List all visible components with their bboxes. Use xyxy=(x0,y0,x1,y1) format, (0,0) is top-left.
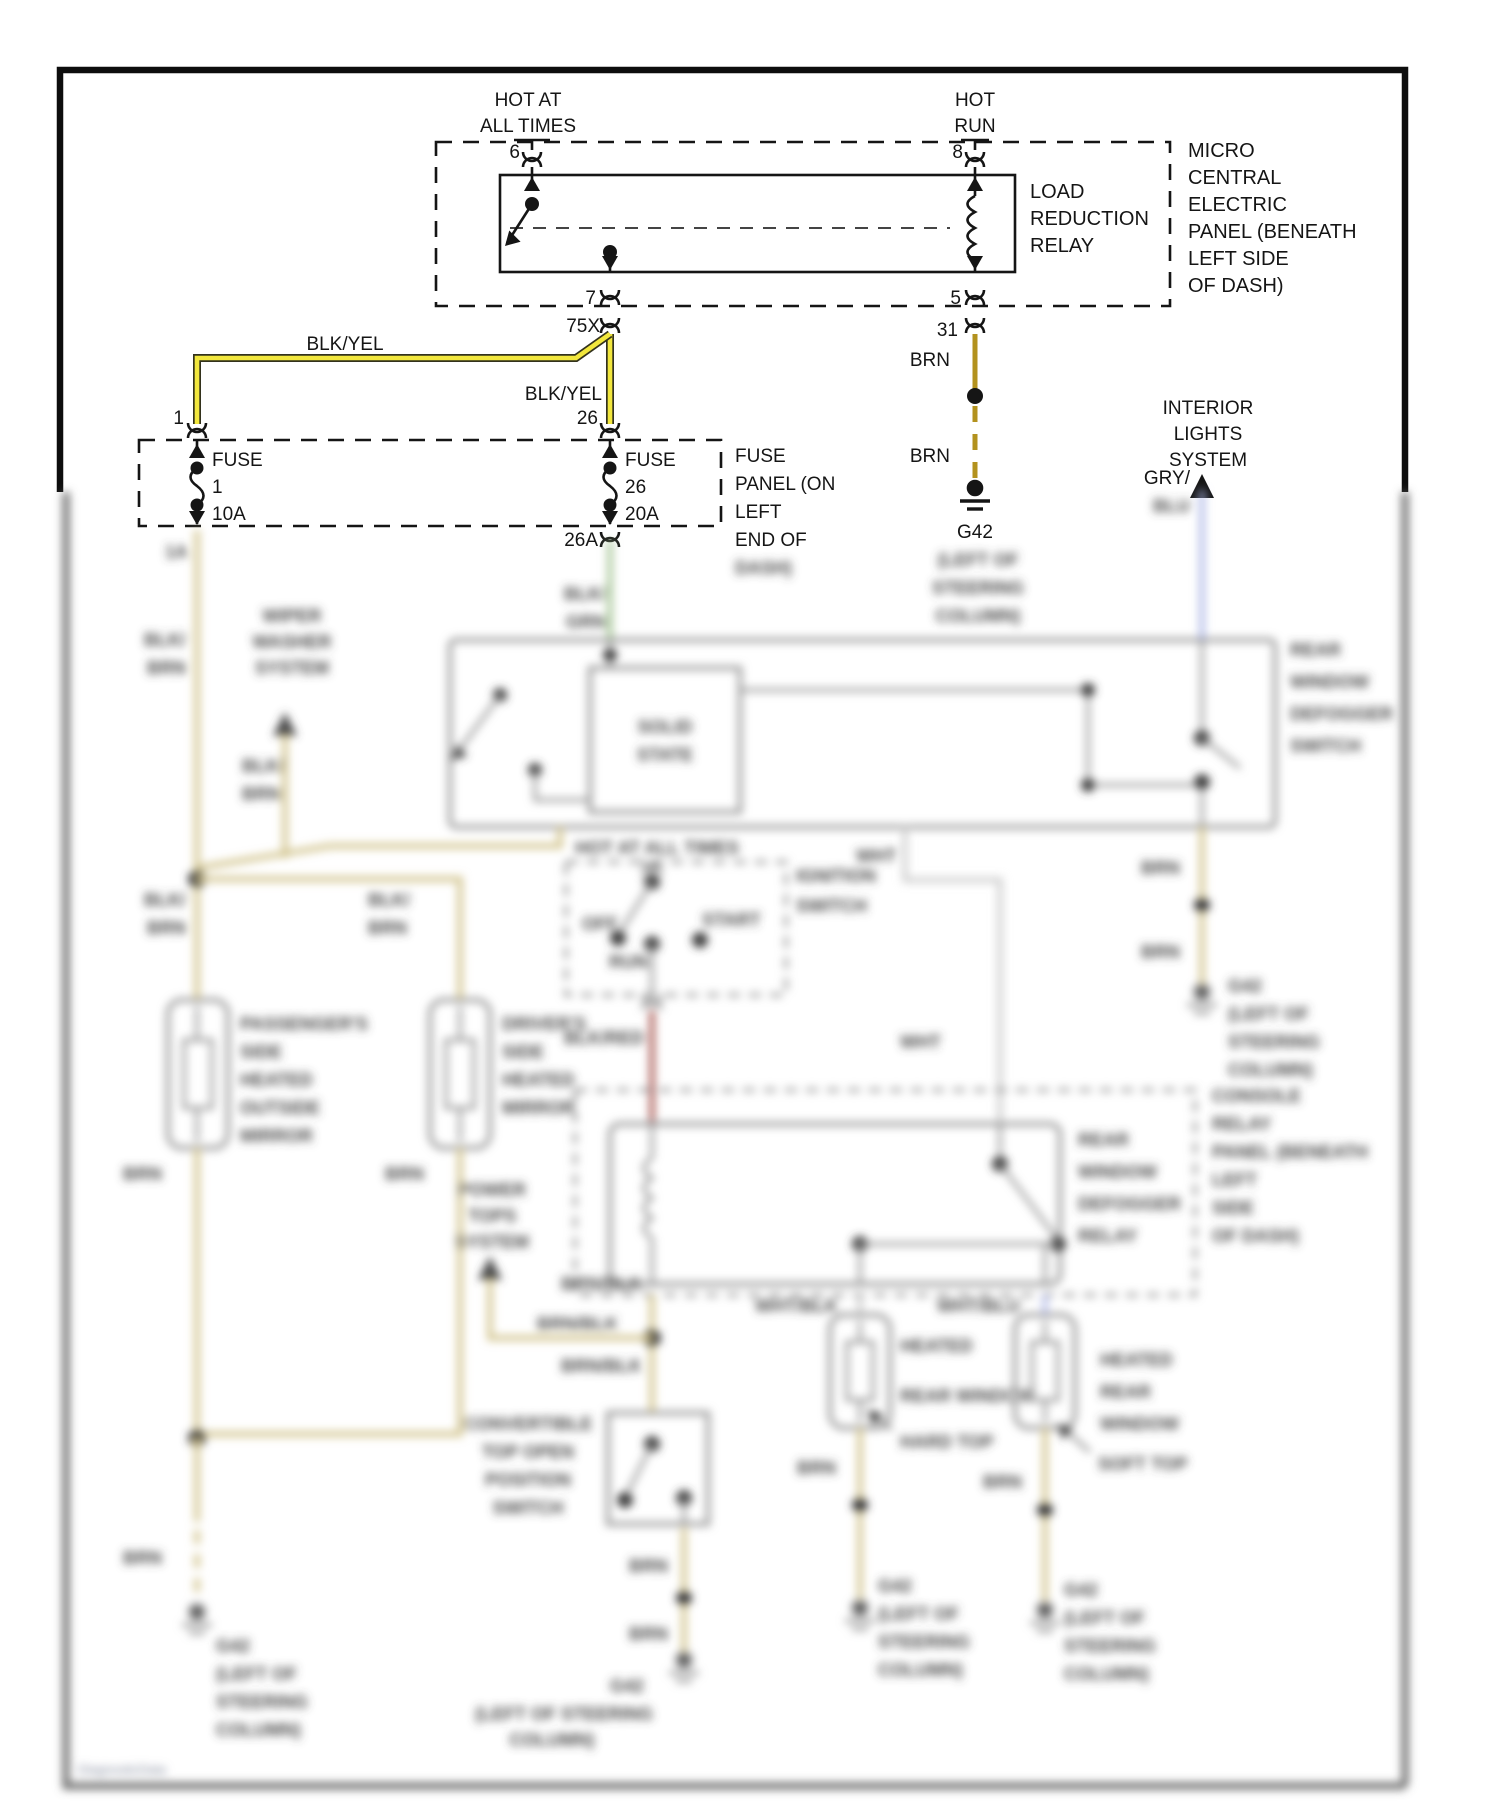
wire-blk-brn-left xyxy=(144,530,560,1000)
svg-text:RELAY: RELAY xyxy=(1078,1226,1138,1246)
svg-text:BLK/RED: BLK/RED xyxy=(564,1028,644,1048)
convertible-top-open-position-switch xyxy=(463,1413,708,1524)
svg-text:IGNITION: IGNITION xyxy=(796,866,876,886)
svg-text:OUTSIDE: OUTSIDE xyxy=(240,1098,321,1118)
svg-text:ELECTRIC: ELECTRIC xyxy=(1188,194,1287,216)
console-relay-panel-box xyxy=(575,1090,1195,1295)
svg-text:COLUMN): COLUMN) xyxy=(878,1660,963,1680)
svg-text:HEATED: HEATED xyxy=(240,1070,313,1090)
svg-text:CONSOLE: CONSOLE xyxy=(1212,1086,1302,1106)
svg-text:HARD TOP: HARD TOP xyxy=(900,1432,994,1452)
svg-text:REDUCTION: REDUCTION xyxy=(1030,208,1149,230)
fuse-panel-label xyxy=(735,446,835,551)
feed-hot-run xyxy=(952,90,995,175)
svg-text:LEFT: LEFT xyxy=(1212,1170,1257,1190)
svg-text:MIRROR: MIRROR xyxy=(240,1126,313,1146)
rear-window-defogger-relay-box xyxy=(610,1124,1060,1284)
load-reduction-relay-box xyxy=(500,175,1015,272)
wire-label-blk-yel: BLK/YEL xyxy=(306,334,384,355)
ground-symbol-g42 xyxy=(960,481,990,509)
power-tops-arrow-icon xyxy=(478,1256,502,1280)
svg-text:MICRO: MICRO xyxy=(1188,140,1255,162)
svg-text:FUSE: FUSE xyxy=(625,450,676,471)
svg-text:BRN: BRN xyxy=(1141,942,1180,962)
svg-text:LIGHTS: LIGHTS xyxy=(1173,424,1243,445)
svg-text:WHT: WHT xyxy=(900,1032,941,1052)
svg-text:TOPS: TOPS xyxy=(467,1206,517,1226)
hot-run-label: HOT xyxy=(954,90,996,111)
svg-text:SWITCH: SWITCH xyxy=(492,1498,564,1518)
fuse-panel-label-dash: DASH) xyxy=(735,558,792,578)
svg-text:DEFOGGER: DEFOGGER xyxy=(1078,1194,1182,1214)
svg-text:G42: G42 xyxy=(1064,1580,1099,1600)
pin-5: 5 xyxy=(950,288,961,309)
svg-text:REAR WINDOW: REAR WINDOW xyxy=(900,1386,1035,1406)
svg-text:BRN: BRN xyxy=(797,1458,836,1478)
svg-text:BRN: BRN xyxy=(123,1548,162,1568)
svg-text:BLK/: BLK/ xyxy=(564,584,606,604)
svg-text:STEERING: STEERING xyxy=(1064,1636,1157,1656)
wire-label-brn: BRN xyxy=(909,350,950,371)
svg-text:G42: G42 xyxy=(216,1636,251,1656)
svg-text:REAR: REAR xyxy=(1290,640,1342,660)
svg-text:G42: G42 xyxy=(1228,976,1263,996)
svg-text:WINDOW: WINDOW xyxy=(1078,1162,1157,1182)
svg-text:BRN/BLK: BRN/BLK xyxy=(537,1314,618,1334)
svg-text:WHT/BLK: WHT/BLK xyxy=(755,1296,838,1316)
svg-text:BRN: BRN xyxy=(123,1164,162,1184)
svg-text:RELAY: RELAY xyxy=(1212,1114,1272,1134)
svg-text:(LEFT OF STEERING: (LEFT OF STEERING xyxy=(475,1704,653,1724)
svg-text:SYSTEM: SYSTEM xyxy=(454,1232,530,1252)
svg-text:DEFOGGER: DEFOGGER xyxy=(1290,704,1394,724)
load-reduction-relay-label xyxy=(1030,181,1149,257)
svg-text:COLUMN): COLUMN) xyxy=(1228,1060,1313,1080)
svg-text:END OF: END OF xyxy=(735,530,807,551)
svg-text:HOT AT ALL TIMES: HOT AT ALL TIMES xyxy=(575,838,739,858)
svg-text:SOFT TOP: SOFT TOP xyxy=(1098,1454,1188,1474)
svg-text:BRN: BRN xyxy=(147,918,186,938)
svg-text:LEFT SIDE: LEFT SIDE xyxy=(1188,248,1289,270)
svg-text:BRN/BLK: BRN/BLK xyxy=(561,1356,642,1376)
svg-text:WHT: WHT xyxy=(856,846,897,866)
wire-brn-right-ground xyxy=(1141,827,1320,1080)
svg-text:WHT/BLU: WHT/BLU xyxy=(937,1296,1020,1316)
interior-lights-system xyxy=(1144,398,1254,498)
svg-text:COLUMN): COLUMN) xyxy=(509,1730,595,1750)
svg-text:TOP OPEN: TOP OPEN xyxy=(481,1442,575,1462)
svg-text:WIPER: WIPER xyxy=(262,606,322,626)
svg-text:FUSE: FUSE xyxy=(212,450,263,471)
pin-31: 31 xyxy=(936,320,958,341)
svg-text:STATE: STATE xyxy=(636,745,694,765)
svg-text:RUN: RUN xyxy=(609,952,648,972)
svg-text:SIDE: SIDE xyxy=(240,1042,283,1062)
svg-text:REAR: REAR xyxy=(1078,1130,1130,1150)
svg-text:BLK/: BLK/ xyxy=(242,756,284,776)
hot-at-all-times-label: ALL TIMES xyxy=(479,116,577,137)
svg-text:10A: 10A xyxy=(212,504,246,525)
svg-text:INTERIOR: INTERIOR xyxy=(1162,398,1254,419)
svg-text:HEATED: HEATED xyxy=(1100,1350,1173,1370)
pin-1: 1 xyxy=(173,408,184,429)
fuse-26-symbol xyxy=(602,440,676,525)
svg-text:GRN: GRN xyxy=(566,612,606,632)
svg-text:LOAD: LOAD xyxy=(1030,181,1085,203)
svg-text:SIDE: SIDE xyxy=(1212,1198,1255,1218)
svg-text:LEFT: LEFT xyxy=(735,502,782,523)
svg-text:COLUMN): COLUMN) xyxy=(216,1720,301,1740)
svg-text:START: START xyxy=(702,910,761,930)
pin-7: 7 xyxy=(585,288,596,309)
svg-text:COLUMN): COLUMN) xyxy=(1064,1664,1149,1684)
hot-run-label: RUN xyxy=(954,116,996,137)
svg-text:MIRROR: MIRROR xyxy=(502,1098,575,1118)
wire-label-gry: GRY/ xyxy=(1143,468,1190,489)
blurred-section xyxy=(66,490,1405,1786)
svg-text:BLU: BLU xyxy=(1153,496,1190,516)
mirror-grounds xyxy=(123,1148,460,1740)
wiper-washer-arrow-icon xyxy=(273,712,297,736)
wire-label-brn: BRN xyxy=(909,446,950,467)
svg-text:(LEFT OF: (LEFT OF xyxy=(1064,1608,1145,1628)
svg-text:BRN: BRN xyxy=(1141,858,1180,878)
svg-text:COLUMN): COLUMN) xyxy=(935,606,1021,626)
fuse-1-symbol xyxy=(189,440,263,525)
svg-text:CENTRAL: CENTRAL xyxy=(1188,167,1282,189)
svg-text:20A: 20A xyxy=(625,504,659,525)
convertible-switch-ground xyxy=(475,1528,699,1750)
svg-text:POWER: POWER xyxy=(457,1180,527,1200)
ground-g42-label: G42 xyxy=(957,522,993,543)
pin-26a: 26A xyxy=(564,530,598,551)
svg-text:PASSENGER'S: PASSENGER'S xyxy=(240,1014,368,1034)
wire-wht xyxy=(905,827,1000,1124)
heated-rear-window-soft-top xyxy=(1015,1315,1188,1474)
svg-text:PANEL (ON: PANEL (ON xyxy=(735,474,836,495)
svg-text:WINDOW: WINDOW xyxy=(1290,672,1369,692)
svg-text:OFF: OFF xyxy=(582,914,618,934)
svg-text:BRN/BLK: BRN/BLK xyxy=(561,1274,642,1294)
svg-text:SOLID: SOLID xyxy=(637,717,693,737)
svg-text:POSITION: POSITION xyxy=(484,1470,572,1490)
relay-coil-symbol xyxy=(967,175,983,272)
pin-8: 8 xyxy=(952,142,963,163)
micro-central-electric-panel-label xyxy=(1188,140,1357,297)
svg-text:SIDE: SIDE xyxy=(502,1042,545,1062)
pin-75x: 75X xyxy=(566,316,600,337)
svg-text:BRN: BRN xyxy=(385,1164,424,1184)
svg-text:SYSTEM: SYSTEM xyxy=(1168,450,1248,471)
svg-text:WINDOW: WINDOW xyxy=(1100,1414,1179,1434)
defogger-relay-internals xyxy=(644,1124,1066,1284)
defogger-switch-internals xyxy=(446,640,1240,827)
svg-text:OF DASH): OF DASH) xyxy=(1188,275,1284,297)
svg-text:BRN: BRN xyxy=(368,918,407,938)
svg-text:WASHER: WASHER xyxy=(252,632,332,652)
svg-text:BLK/: BLK/ xyxy=(144,890,186,910)
svg-text:BRN: BRN xyxy=(147,658,186,678)
svg-text:26: 26 xyxy=(625,477,647,498)
svg-text:BRN: BRN xyxy=(629,1556,668,1576)
rear-window-defogger-switch-label xyxy=(1290,640,1393,756)
svg-text:SYSTEM: SYSTEM xyxy=(254,658,330,678)
svg-text:FUSE: FUSE xyxy=(735,446,786,467)
sharp-section xyxy=(60,70,1405,551)
svg-text:(LEFT OF: (LEFT OF xyxy=(1228,1004,1309,1024)
passenger-mirror-component xyxy=(168,1000,368,1148)
rear-window-defogger-relay-label xyxy=(1078,1130,1181,1246)
svg-text:PANEL (BENEATH: PANEL (BENEATH xyxy=(1188,221,1357,243)
console-relay-panel-label xyxy=(1212,1086,1368,1246)
svg-text:HEATED: HEATED xyxy=(900,1336,973,1356)
svg-text:G42: G42 xyxy=(610,1676,645,1696)
svg-text:(LEFT OF: (LEFT OF xyxy=(878,1604,959,1624)
ignition-switch xyxy=(566,838,876,1010)
svg-text:STEERING: STEERING xyxy=(1228,1032,1321,1052)
svg-text:(LEFT OF: (LEFT OF xyxy=(937,550,1019,570)
svg-text:G42: G42 xyxy=(878,1576,913,1596)
svg-text:CONVERTIBLE: CONVERTIBLE xyxy=(463,1414,593,1434)
wire-label-blk-yel: BLK/YEL xyxy=(524,384,602,405)
hot-at-all-times-label: HOT AT xyxy=(494,90,562,111)
svg-text:DRIVER'S: DRIVER'S xyxy=(502,1014,587,1034)
wire-brn-to-g42 xyxy=(910,334,993,543)
svg-text:OF DASH): OF DASH) xyxy=(1212,1226,1299,1246)
pin-6: 6 xyxy=(509,142,520,163)
svg-text:(LEFT OF: (LEFT OF xyxy=(216,1664,297,1684)
svg-text:SWITCH: SWITCH xyxy=(1290,736,1361,756)
pin-26: 26 xyxy=(576,408,598,429)
watermark: DiagnosticData xyxy=(78,1762,167,1777)
svg-text:BRN: BRN xyxy=(242,784,281,804)
feed-hot-at-all-times xyxy=(480,90,576,175)
solid-state-box xyxy=(590,668,740,812)
svg-text:1: 1 xyxy=(212,477,223,498)
svg-text:BRN: BRN xyxy=(983,1472,1022,1492)
driver-mirror-component xyxy=(430,1000,586,1148)
svg-text:PANEL (BENEATH: PANEL (BENEATH xyxy=(1212,1142,1369,1162)
svg-text:BLK/: BLK/ xyxy=(144,630,186,650)
svg-text:REAR: REAR xyxy=(1100,1382,1152,1402)
svg-text:STEERING: STEERING xyxy=(216,1692,309,1712)
svg-text:BRN: BRN xyxy=(629,1624,668,1644)
svg-text:STEERING: STEERING xyxy=(931,578,1025,598)
g42-location-label xyxy=(932,550,1024,626)
pin-1a: 1A xyxy=(164,542,188,562)
svg-text:BLK/: BLK/ xyxy=(368,890,410,910)
relay-switch-symbol xyxy=(499,175,618,272)
svg-text:HEATED: HEATED xyxy=(502,1070,575,1090)
svg-text:RELAY: RELAY xyxy=(1030,235,1095,257)
svg-text:STEERING: STEERING xyxy=(878,1632,971,1652)
wire-blk-yel xyxy=(197,334,610,424)
svg-text:SWITCH: SWITCH xyxy=(796,896,867,916)
